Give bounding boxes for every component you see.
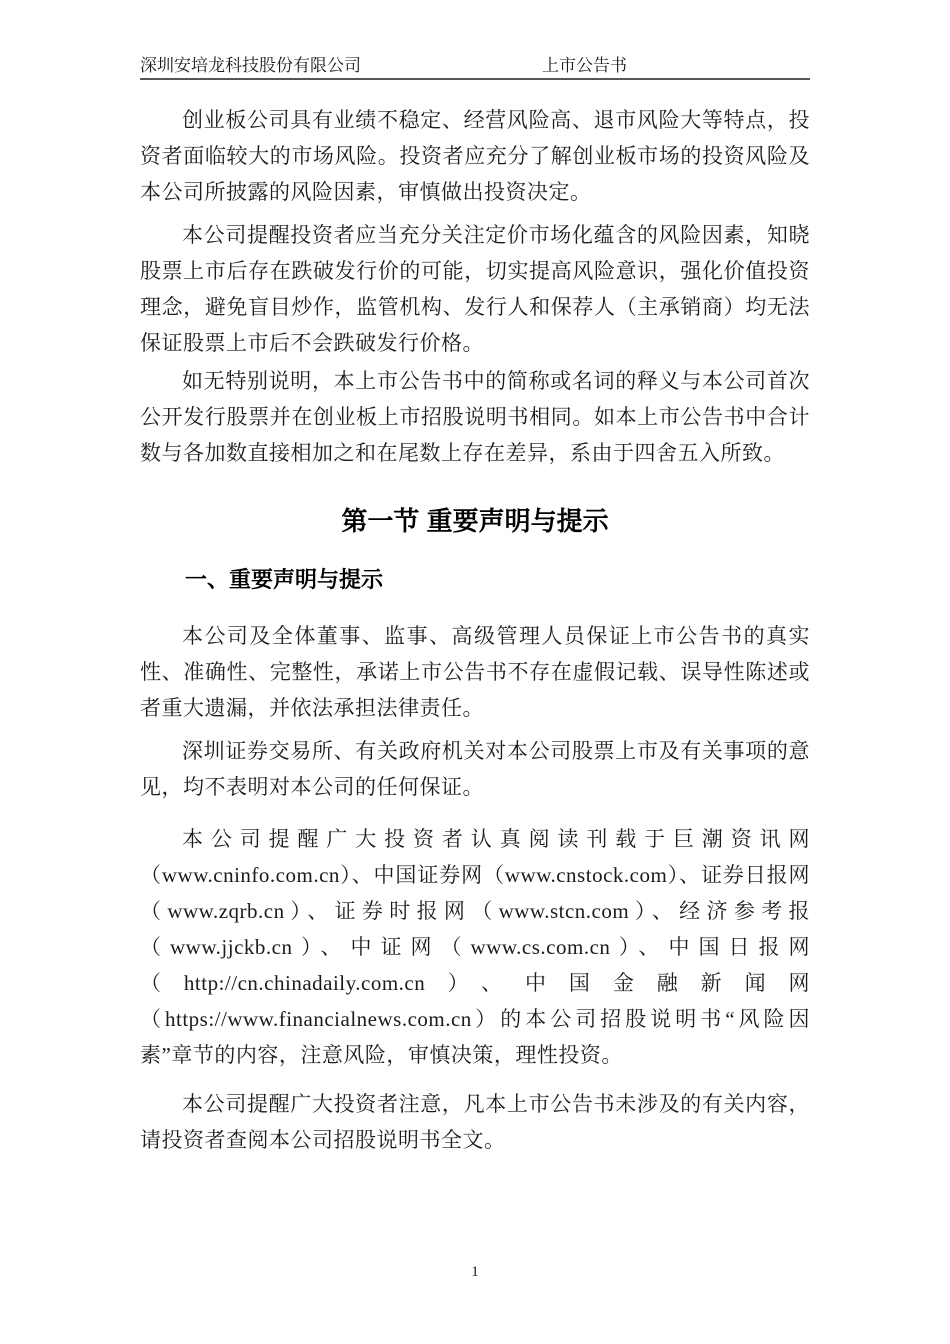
paragraph-gem-risk-notice: 创业板公司具有业绩不稳定、经营风险高、退市风险大等特点，投资者面临较大的市场风险。投资者应充分了解创业板市场的投资风险及本公司所披露的风险因素，审慎做出投资决定。 bbox=[140, 108, 810, 204]
page-footer bbox=[0, 1262, 950, 1282]
page-content bbox=[140, 0, 810, 1158]
paragraph-prospectus-websites: 本公司提醒广大投资者认真阅读刊载于巨潮资讯网（www.cninfo.com.cn）、中国证券网（www.cnstock.com）、证券日报网（www.zqrb.cn）、证券时报网（www.stcn.com）、经济参考报（www.jjckb.cn）、中证网（www.cs.com.cn）、中国日报网（http://cn.chinadaily.com.cn）、中国金融新闻网（https://www.financialnews.com.cn）的本公司招股说明书“风险因素”章节的内容，注意风险，审慎决策，理性投资。 bbox=[140, 827, 810, 1067]
paragraph-terms-definition-notice: 如无特别说明，本上市公告书中的简称或名词的释义与本公司首次公开发行股票并在创业板上市招股说明书相同。如本上市公告书中合计数与各加数直接相加之和在尾数上存在差异，系由于四舍五入所致。 bbox=[140, 369, 810, 465]
page-number: 1 bbox=[471, 1264, 479, 1280]
header-divider bbox=[140, 78, 810, 80]
paragraph-pricing-risk-notice: 本公司提醒投资者应当充分关注定价市场化蕴含的风险因素，知晓股票上市后存在跌破发行价的可能，切实提高风险意识，强化价值投资理念，避免盲目炒作，监管机构、发行人和保荐人（主承销商）均无法保证股票上市后不会跌破发行价格。 bbox=[140, 223, 810, 355]
paragraph-read-full-prospectus: 本公司提醒广大投资者注意，凡本上市公告书未涉及的有关内容，请投资者查阅本公司招股说明书全文。 bbox=[140, 1092, 810, 1152]
header-company-name: 深圳安培龙科技股份有限公司 bbox=[140, 56, 361, 75]
paragraph-exchange-disclaimer: 深圳证券交易所、有关政府机关对本公司股票上市及有关事项的意见，均不表明对本公司的任何保证。 bbox=[140, 739, 810, 799]
paragraph-directors-guarantee: 本公司及全体董事、监事、高级管理人员保证上市公告书的真实性、准确性、完整性，承诺上市公告书不存在虚假记载、误导性陈述或者重大遗漏，并依法承担法律责任。 bbox=[140, 624, 810, 720]
section-title: 第一节 重要声明与提示 bbox=[341, 506, 609, 536]
subsection-title: 一、重要声明与提示 bbox=[185, 567, 384, 592]
running-header bbox=[140, 0, 810, 78]
header-doc-title: 上市公告书 bbox=[542, 56, 627, 75]
